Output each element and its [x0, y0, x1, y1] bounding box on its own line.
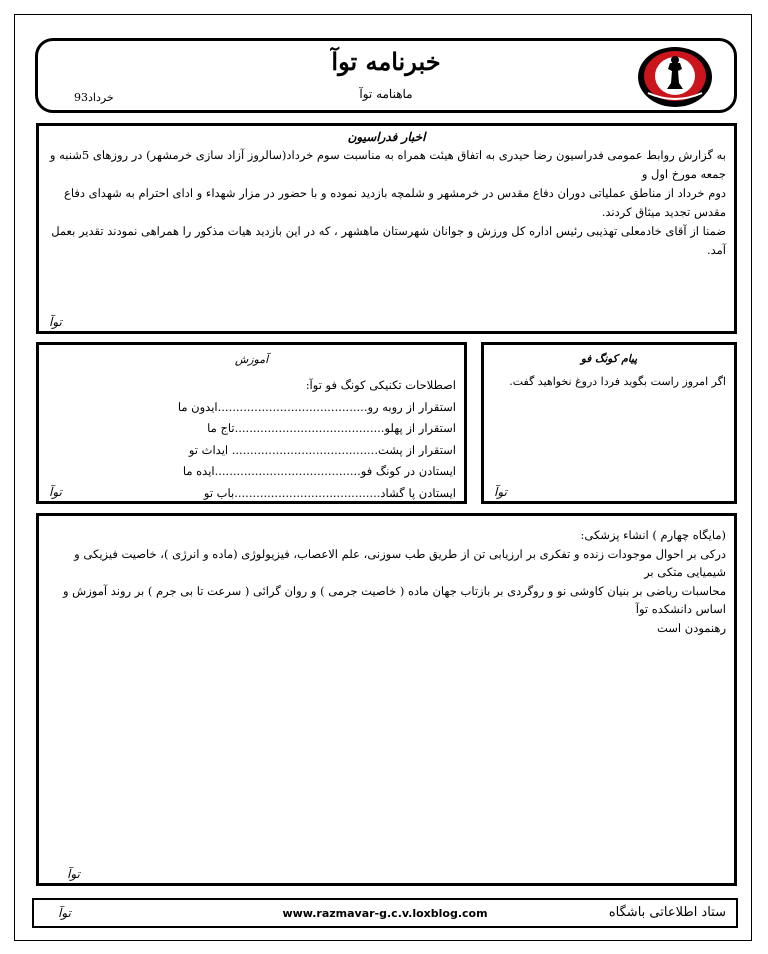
kungfu-message-section — [481, 342, 737, 504]
website-link[interactable]: www.razmavar-g.c.v.loxblog.com — [282, 907, 488, 920]
medical-line: درکی بر احوال موجودات زنده و تفکری بر ارزیابی تن از طریق طب سوزنی، علم الاعصاب، فیزیولوژی (ماده و انرژی )، خاصیت فیزیکی و شیمیایی متکی بر — [74, 546, 726, 579]
federation-news-heading: اخبار فدراسیون — [347, 130, 426, 144]
training-terms-section — [36, 342, 467, 504]
list-item: استقرار از پشت........................................ ایداث تو — [188, 442, 456, 457]
technical-terms-list — [177, 375, 456, 504]
list-item: استقرار از پهلو.........................................تاج ما — [207, 421, 456, 435]
list-item: ایستادن در کونگ فو........................................ایده ما — [182, 464, 456, 478]
club-logo-icon — [636, 45, 714, 109]
list-item: استقرار از روبه رو.........................................ایدون ما — [177, 399, 456, 414]
medical-body — [47, 526, 726, 637]
medical-section — [36, 513, 737, 886]
medical-heading: (مایگاه چهارم ) انشاء پزشکی: — [580, 528, 726, 542]
kungfu-message-text: اگر امروز راست بگوید فردا دروغ نخواهید گفت. — [509, 375, 726, 388]
news-line: ضمنا از آقای خادمعلی تهذیبی رئیس اداره کل ورزش و جوانان شهرستان ماهشهر ، که در این بازدید هیات مذکور را همراهی نمودند تقدیر بعمل آمد. — [51, 224, 726, 257]
toa-watermark: توآ — [494, 485, 507, 499]
page-subtitle: ماهنامه توآ — [359, 87, 413, 101]
kungfu-message-heading: پیام کونگ فو — [580, 353, 638, 365]
news-line: به گزارش روابط عمومی فدراسیون رضا حیدری به اتفاق هیئت همراه به مناسبت سوم خرداد(سالروز آزاد سازی خرمشهر) در روزهای 5شنبه و جمعه مورخ اول و — [49, 148, 726, 181]
news-line: دوم خرداد از مناطق عملیاتی دوران دفاع مقدس در خرمشهر و شلمچه بازدید نموده و با حضور در مزار شهداء و ادای احترام به شهدای دفاع مقدس تجدید میثاق کردند. — [63, 186, 726, 219]
medical-line: رهنمودن است — [656, 620, 726, 635]
list-item: ایستادن پا گشاد........................................باب تو — [203, 485, 456, 500]
toa-watermark: توآ — [67, 867, 80, 881]
federation-news-body — [47, 146, 726, 260]
federation-news-section — [36, 123, 737, 334]
footer-staff-label: ستاد اطلاعاتی باشگاه — [608, 905, 726, 920]
toa-watermark: توآ — [49, 485, 62, 499]
toa-watermark: توآ — [49, 315, 62, 329]
issue-date: خرداد93 — [74, 91, 114, 104]
footer-bar — [32, 898, 738, 928]
medical-line: محاسبات ریاضی بر بنیان کاوشی نو و روگردی بر بازتاب جهان ماده ( خاصیت جرمی ) و روان گرائی ( سرعت تا بی جرم ) بر روند آموزش و اساس دانشکده توآ — [62, 583, 726, 616]
toa-watermark: توآ — [58, 906, 71, 920]
newsletter-header — [35, 38, 737, 113]
training-heading: آموزش — [234, 353, 269, 366]
terms-intro: اصطلاحات تکنیکی کونگ فو توآ: — [305, 378, 456, 392]
page-title: خبرنامه توآ — [331, 47, 441, 76]
